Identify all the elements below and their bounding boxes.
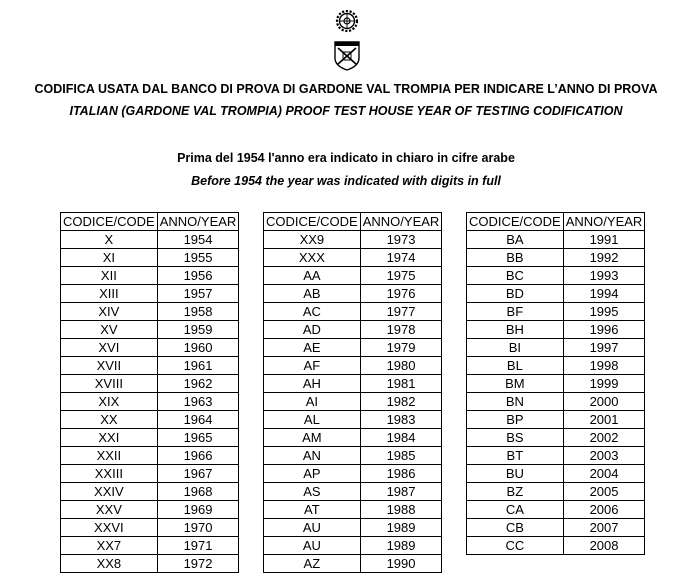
code-cell: CB	[467, 519, 564, 537]
code-cell: AZ	[264, 555, 361, 573]
note-english: Before 1954 the year was indicated with digits in full	[191, 174, 501, 188]
code-cell: CC	[467, 537, 564, 555]
table-row	[61, 267, 239, 285]
table-row	[61, 393, 239, 411]
table-row	[264, 393, 442, 411]
year-cell: 1996	[563, 321, 645, 339]
year-cell: 1960	[157, 339, 239, 357]
year-cell: 1965	[157, 429, 239, 447]
year-cell: 1966	[157, 447, 239, 465]
code-column-header: CODICE/CODE	[467, 213, 564, 231]
table-row	[264, 537, 442, 555]
table-row	[467, 537, 645, 555]
table-row	[264, 519, 442, 537]
year-cell: 1997	[563, 339, 645, 357]
code-cell: BN	[467, 393, 564, 411]
table-row	[264, 501, 442, 519]
code-cell: AD	[264, 321, 361, 339]
table-row	[467, 483, 645, 501]
year-cell: 1982	[360, 393, 442, 411]
year-cell: 1967	[157, 465, 239, 483]
table-row	[264, 339, 442, 357]
code-cell: XXIII	[61, 465, 158, 483]
table-row	[61, 231, 239, 249]
year-cell: 2005	[563, 483, 645, 501]
year-cell: 1958	[157, 303, 239, 321]
table-row	[467, 357, 645, 375]
year-cell: 2002	[563, 429, 645, 447]
code-column-header: CODICE/CODE	[61, 213, 158, 231]
code-cell: XXIV	[61, 483, 158, 501]
year-cell: 1963	[157, 393, 239, 411]
code-cell: AP	[264, 465, 361, 483]
table-row	[264, 375, 442, 393]
year-cell: 1986	[360, 465, 442, 483]
year-cell: 2001	[563, 411, 645, 429]
code-cell: BH	[467, 321, 564, 339]
code-cell: AU	[264, 537, 361, 555]
table-row	[61, 357, 239, 375]
table-row	[264, 411, 442, 429]
code-cell: AT	[264, 501, 361, 519]
table-row	[264, 321, 442, 339]
code-cell: XXX	[264, 249, 361, 267]
year-cell: 1981	[360, 375, 442, 393]
year-cell: 2004	[563, 465, 645, 483]
table-row	[467, 411, 645, 429]
proof-house-emblem-icon	[330, 6, 364, 72]
code-cell: BP	[467, 411, 564, 429]
year-cell: 1976	[360, 285, 442, 303]
code-cell: AL	[264, 411, 361, 429]
year-cell: 1999	[563, 375, 645, 393]
table-row	[61, 429, 239, 447]
year-cell: 1968	[157, 483, 239, 501]
table-row	[467, 249, 645, 267]
table-row	[264, 231, 442, 249]
year-column-header: ANNO/YEAR	[360, 213, 442, 231]
table-row	[61, 339, 239, 357]
code-cell: XX	[61, 411, 158, 429]
table-row	[61, 537, 239, 555]
year-cell: 1964	[157, 411, 239, 429]
code-cell: XVII	[61, 357, 158, 375]
table-row	[264, 357, 442, 375]
year-cell: 1972	[157, 555, 239, 573]
table-row	[61, 447, 239, 465]
year-cell: 1977	[360, 303, 442, 321]
year-cell: 2007	[563, 519, 645, 537]
table-row	[467, 465, 645, 483]
code-cell: AU	[264, 519, 361, 537]
year-cell: 1988	[360, 501, 442, 519]
code-cell: AF	[264, 357, 361, 375]
year-cell: 1998	[563, 357, 645, 375]
code-cell: BL	[467, 357, 564, 375]
table-row	[61, 285, 239, 303]
code-table-2	[263, 212, 442, 573]
code-cell: XXII	[61, 447, 158, 465]
title-english: ITALIAN (GARDONE VAL TROMPIA) PROOF TEST HOUSE YEAR OF TESTING CODIFICATION	[69, 104, 623, 118]
table-row	[467, 429, 645, 447]
table-row	[467, 447, 645, 465]
code-cell: BZ	[467, 483, 564, 501]
code-cell: XIX	[61, 393, 158, 411]
year-cell: 1970	[157, 519, 239, 537]
code-cell: BB	[467, 249, 564, 267]
code-cell: XXI	[61, 429, 158, 447]
code-cell: AI	[264, 393, 361, 411]
table-row	[264, 285, 442, 303]
code-cell: XXV	[61, 501, 158, 519]
code-cell: BT	[467, 447, 564, 465]
table-row	[467, 501, 645, 519]
code-cell: XVI	[61, 339, 158, 357]
table-row	[61, 411, 239, 429]
year-cell: 1962	[157, 375, 239, 393]
code-cell: BI	[467, 339, 564, 357]
table-row	[264, 555, 442, 573]
year-cell: 1971	[157, 537, 239, 555]
code-table-1	[60, 212, 239, 573]
year-cell: 2000	[563, 393, 645, 411]
code-cell: AB	[264, 285, 361, 303]
code-cell: XIII	[61, 285, 158, 303]
table-row	[264, 465, 442, 483]
year-cell: 1956	[157, 267, 239, 285]
table-row	[61, 501, 239, 519]
code-cell: XX7	[61, 537, 158, 555]
code-cell: AN	[264, 447, 361, 465]
code-cell: X	[61, 231, 158, 249]
table-row	[467, 231, 645, 249]
year-cell: 2008	[563, 537, 645, 555]
code-table-3	[466, 212, 645, 555]
code-cell: BA	[467, 231, 564, 249]
year-cell: 1980	[360, 357, 442, 375]
code-cell: AM	[264, 429, 361, 447]
code-cell: XV	[61, 321, 158, 339]
table-header-row	[467, 213, 645, 231]
year-cell: 1959	[157, 321, 239, 339]
year-cell: 1990	[360, 555, 442, 573]
year-cell: 1983	[360, 411, 442, 429]
year-cell: 1978	[360, 321, 442, 339]
table-row	[61, 321, 239, 339]
year-cell: 2003	[563, 447, 645, 465]
code-cell: AC	[264, 303, 361, 321]
table-row	[264, 303, 442, 321]
code-cell: XXVI	[61, 519, 158, 537]
table-header-row	[61, 213, 239, 231]
year-cell: 1989	[360, 537, 442, 555]
table-row	[61, 375, 239, 393]
year-cell: 2006	[563, 501, 645, 519]
table-row	[61, 303, 239, 321]
year-cell: 1995	[563, 303, 645, 321]
code-cell: XI	[61, 249, 158, 267]
table-row	[467, 303, 645, 321]
code-cell: BD	[467, 285, 564, 303]
code-cell: AE	[264, 339, 361, 357]
code-cell: AA	[264, 267, 361, 285]
year-cell: 1961	[157, 357, 239, 375]
year-column-header: ANNO/YEAR	[157, 213, 239, 231]
code-cell: BU	[467, 465, 564, 483]
title-italian: CODIFICA USATA DAL BANCO DI PROVA DI GARDONE VAL TROMPIA PER INDICARE L’ANNO DI PROVA	[34, 82, 658, 96]
code-cell: XVIII	[61, 375, 158, 393]
code-cell: CA	[467, 501, 564, 519]
code-cell: XIV	[61, 303, 158, 321]
table-row	[264, 483, 442, 501]
table-row	[264, 267, 442, 285]
table-row	[264, 249, 442, 267]
code-cell: BC	[467, 267, 564, 285]
table-row	[467, 267, 645, 285]
year-cell: 1954	[157, 231, 239, 249]
code-cell: XII	[61, 267, 158, 285]
table-row	[61, 465, 239, 483]
year-cell: 1955	[157, 249, 239, 267]
table-row	[61, 555, 239, 573]
year-cell: 1984	[360, 429, 442, 447]
table-row	[467, 375, 645, 393]
code-cell: BF	[467, 303, 564, 321]
year-cell: 1987	[360, 483, 442, 501]
year-cell: 1991	[563, 231, 645, 249]
table-row	[467, 285, 645, 303]
year-cell: 1974	[360, 249, 442, 267]
table-row	[467, 519, 645, 537]
table-row	[467, 393, 645, 411]
code-cell: AH	[264, 375, 361, 393]
table-row	[264, 429, 442, 447]
year-cell: 1957	[157, 285, 239, 303]
year-cell: 1975	[360, 267, 442, 285]
code-cell: XX9	[264, 231, 361, 249]
code-cell: AS	[264, 483, 361, 501]
year-column-header: ANNO/YEAR	[563, 213, 645, 231]
table-row	[61, 249, 239, 267]
code-cell: BS	[467, 429, 564, 447]
code-column-header: CODICE/CODE	[264, 213, 361, 231]
year-cell: 1993	[563, 267, 645, 285]
year-cell: 1979	[360, 339, 442, 357]
code-cell: BM	[467, 375, 564, 393]
year-cell: 1985	[360, 447, 442, 465]
table-row	[264, 447, 442, 465]
table-row	[61, 519, 239, 537]
code-cell: XX8	[61, 555, 158, 573]
year-cell: 1973	[360, 231, 442, 249]
table-header-row	[264, 213, 442, 231]
year-cell: 1992	[563, 249, 645, 267]
table-row	[467, 321, 645, 339]
note-italian: Prima del 1954 l'anno era indicato in chiaro in cifre arabe	[177, 151, 515, 165]
table-row	[467, 339, 645, 357]
year-cell: 1994	[563, 285, 645, 303]
year-cell: 1989	[360, 519, 442, 537]
table-row	[61, 483, 239, 501]
year-cell: 1969	[157, 501, 239, 519]
